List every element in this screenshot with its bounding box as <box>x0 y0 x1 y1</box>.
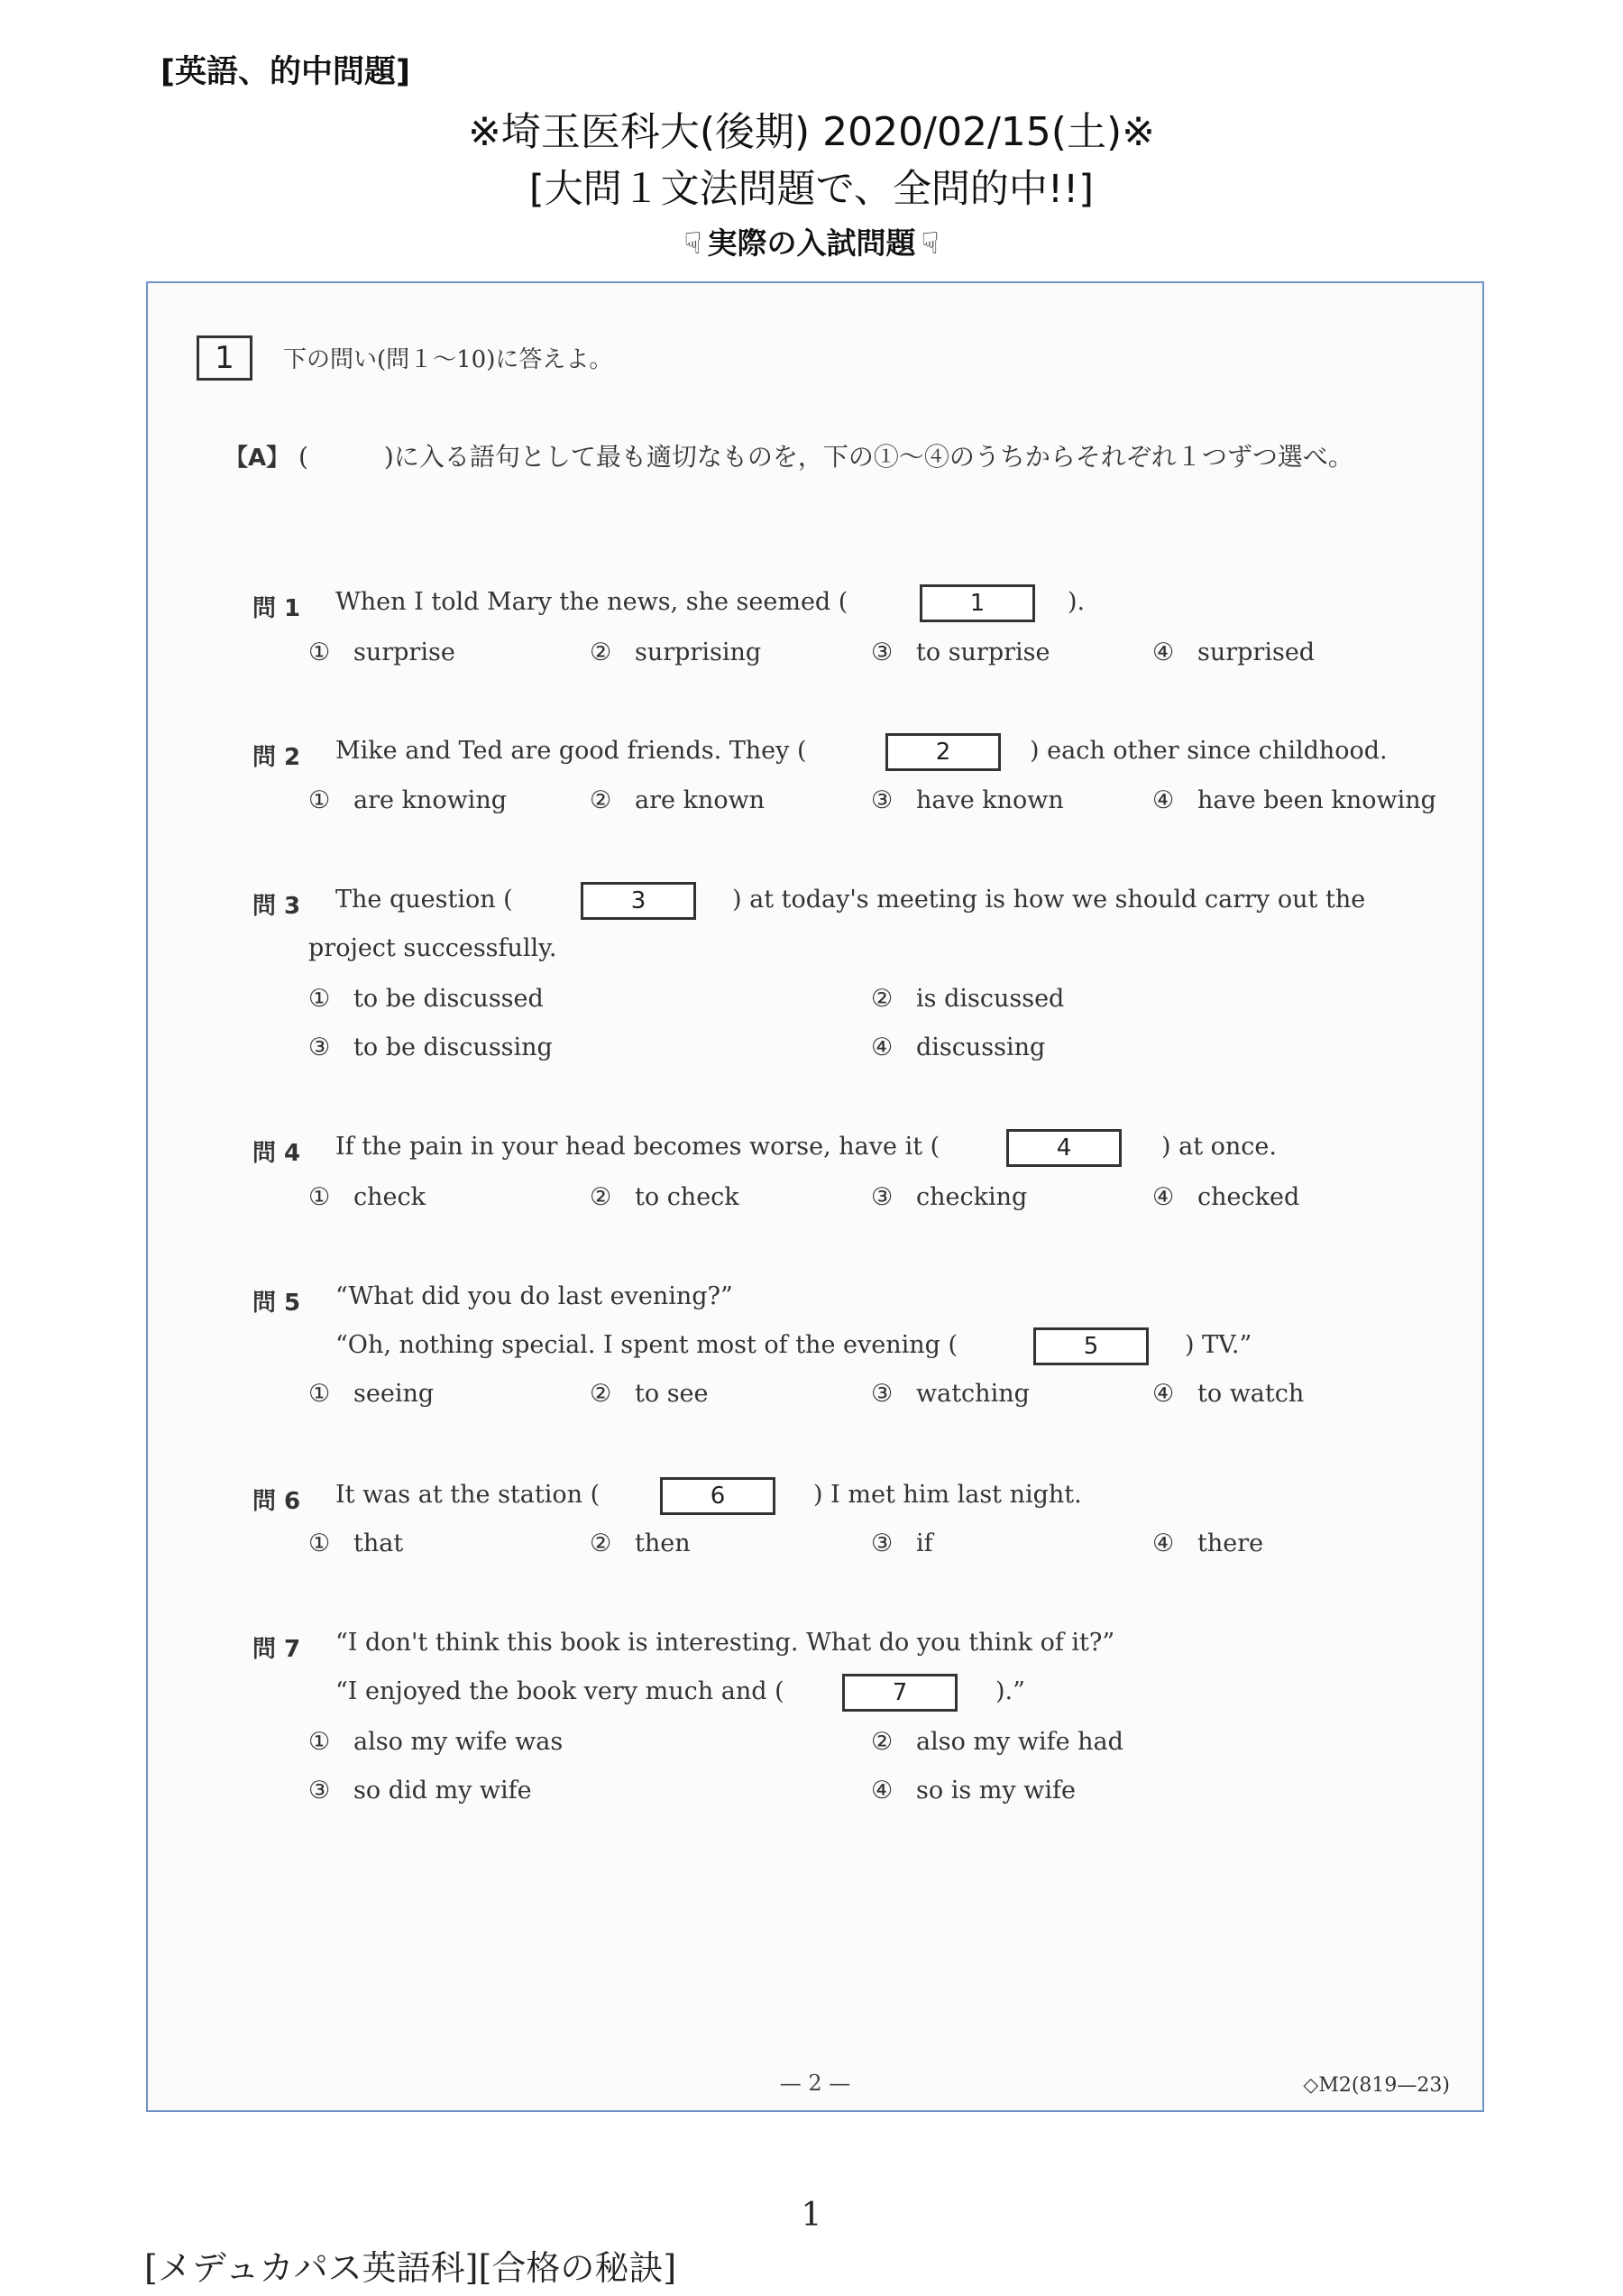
option: ① also my wife was <box>308 1728 564 1756</box>
option: ② to see <box>590 1380 709 1408</box>
option: ② surprising <box>590 638 762 666</box>
section-instruction: 下の問い(問１〜10)に答えよ。 <box>283 346 613 373</box>
section-number-box: 1 <box>197 335 252 381</box>
option: ④ have been knowing <box>1152 786 1436 814</box>
option: ④ surprised <box>1152 638 1316 666</box>
question-text: When I told Mary the news, she seemed ( <box>335 588 848 616</box>
option: ① that <box>308 1529 404 1557</box>
question-text: “What did you do last evening?” <box>335 1282 733 1310</box>
answer-box: 1 <box>920 584 1035 622</box>
option: ② is discussed <box>871 985 1065 1013</box>
question-text: ) TV.” <box>1185 1331 1252 1359</box>
option: ④ discussing <box>871 1033 1046 1061</box>
option: ① to be discussed <box>308 985 544 1013</box>
pointing-hand-icon: ☟ <box>683 225 702 261</box>
question-label: 問 5 <box>252 1290 301 1317</box>
question-label: 問 1 <box>252 595 301 622</box>
option: ③ watching <box>871 1380 1030 1408</box>
option: ① seeing <box>308 1380 435 1408</box>
question-text: “Oh, nothing special. I spent most of the evening ( <box>335 1331 958 1359</box>
answer-box: 7 <box>842 1674 958 1712</box>
answer-box: 5 <box>1033 1327 1149 1365</box>
option: ② then <box>590 1529 691 1557</box>
option: ① surprise <box>308 638 455 666</box>
document-tag: [英語、的中問題] <box>160 54 410 90</box>
part-a-text: ( )に入る語句として最も適切なものを，下の①〜④のうちからそれぞれ１つずつ選べ。 <box>298 442 1353 472</box>
question-text: Mike and Ted are good friends. They ( <box>335 737 807 765</box>
question-text: If the pain in your head becomes worse, have it ( <box>335 1133 940 1161</box>
option: ② to check <box>590 1183 739 1211</box>
exam-page-code: ◇M2(819—23) <box>1303 2074 1450 2097</box>
option: ③ checking <box>871 1183 1028 1211</box>
actual-exam-label: 実際の入試問題 <box>707 225 916 261</box>
option: ③ to be discussing <box>308 1033 553 1061</box>
actual-exam-heading <box>0 220 1623 262</box>
question-label: 問 3 <box>252 893 301 920</box>
option: ④ there <box>1152 1529 1264 1557</box>
exam-scan <box>146 281 1484 2112</box>
question-text: ). <box>1068 588 1086 616</box>
exam-title: ※埼玉医科大(後期) 2020/02/15(土)※ <box>468 109 1155 155</box>
option: ② also my wife had <box>871 1728 1123 1756</box>
option: ③ if <box>871 1529 933 1557</box>
footer-brand: [メデュカパス英語科][合格の秘訣] <box>144 2248 677 2288</box>
question-text: ) each other since childhood. <box>1030 737 1388 765</box>
option: ③ have known <box>871 786 1064 814</box>
answer-box: 2 <box>885 733 1001 771</box>
question-label: 問 7 <box>252 1636 301 1663</box>
option: ① check <box>308 1183 426 1211</box>
option: ② are known <box>590 786 766 814</box>
question-text: “I don't think this book is interesting. What do you think of it?” <box>335 1629 1115 1657</box>
page-number: 1 <box>801 2197 822 2234</box>
option: ④ checked <box>1152 1183 1300 1211</box>
part-a-instruction <box>225 433 1469 482</box>
option: ④ so is my wife <box>871 1777 1076 1805</box>
option: ④ to watch <box>1152 1380 1305 1408</box>
answer-box: 6 <box>660 1477 775 1515</box>
pointing-hand-icon: ☟ <box>921 225 940 261</box>
question-text: It was at the station ( <box>335 1481 601 1509</box>
answer-box: 4 <box>1006 1129 1122 1167</box>
answer-box: 3 <box>581 882 696 920</box>
question-label: 問 2 <box>252 744 301 771</box>
question-text: “I enjoyed the book very much and ( <box>335 1677 784 1705</box>
question-label: 問 4 <box>252 1140 301 1167</box>
question-text: project successfully. <box>308 934 557 962</box>
option: ③ to surprise <box>871 638 1050 666</box>
question-label: 問 6 <box>252 1488 301 1515</box>
question-text: ) I met him last night. <box>813 1481 1082 1509</box>
part-a-label: 【A】 <box>225 445 290 472</box>
exam-subtitle: [大問１文法問題で、全問的中!!] <box>528 167 1095 212</box>
exam-page-marker: — 2 — <box>779 2071 851 2096</box>
question-text: The question ( <box>335 886 513 914</box>
option: ① are knowing <box>308 786 507 814</box>
question-text: ).” <box>995 1677 1025 1705</box>
option: ③ so did my wife <box>308 1777 532 1805</box>
question-text: ) at once. <box>1161 1133 1277 1161</box>
question-text: ) at today's meeting is how we should carry out the <box>732 886 1366 914</box>
